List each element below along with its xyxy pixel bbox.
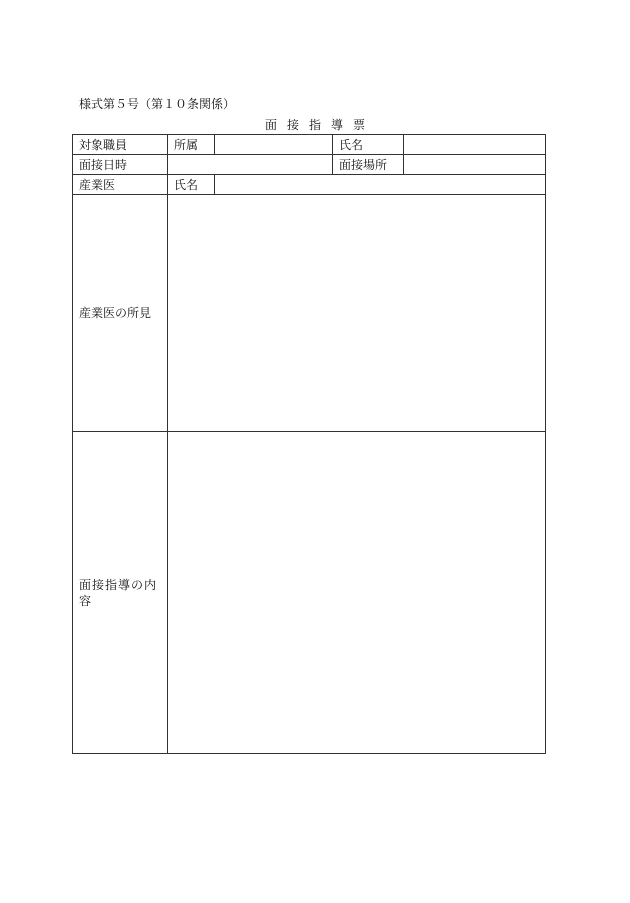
physician-findings-label: 産業医の所見: [73, 195, 168, 432]
physician-name-field[interactable]: [215, 175, 546, 195]
form-number: 様式第５号（第１０条関係）: [79, 97, 236, 111]
interview-place-field[interactable]: [404, 155, 546, 175]
occupational-physician-label: 産業医: [73, 175, 168, 195]
interview-place-label: 面接場所: [333, 155, 404, 175]
affiliation-field[interactable]: [215, 135, 333, 155]
form-row-physician-findings: [73, 195, 546, 432]
guidance-content-label: 面接指導の内容: [73, 432, 168, 754]
form-row-occupational-physician: [73, 175, 546, 195]
form-title: 面接指導票: [264, 118, 375, 132]
interview-guidance-form: [72, 134, 546, 754]
physician-findings-field[interactable]: [168, 195, 546, 432]
affiliation-label: 所属: [168, 135, 215, 155]
target-employee-label: 対象職員: [73, 135, 168, 155]
form-row-guidance-content: [73, 432, 546, 754]
interview-datetime-label: 面接日時: [73, 155, 168, 175]
physician-name-label: 氏名: [168, 175, 215, 195]
name-field[interactable]: [404, 135, 546, 155]
guidance-content-field[interactable]: [168, 432, 546, 754]
form-row-target-employee: [73, 135, 546, 155]
interview-datetime-field[interactable]: [168, 155, 333, 175]
form-row-interview-datetime: [73, 155, 546, 175]
name-label: 氏名: [333, 135, 404, 155]
